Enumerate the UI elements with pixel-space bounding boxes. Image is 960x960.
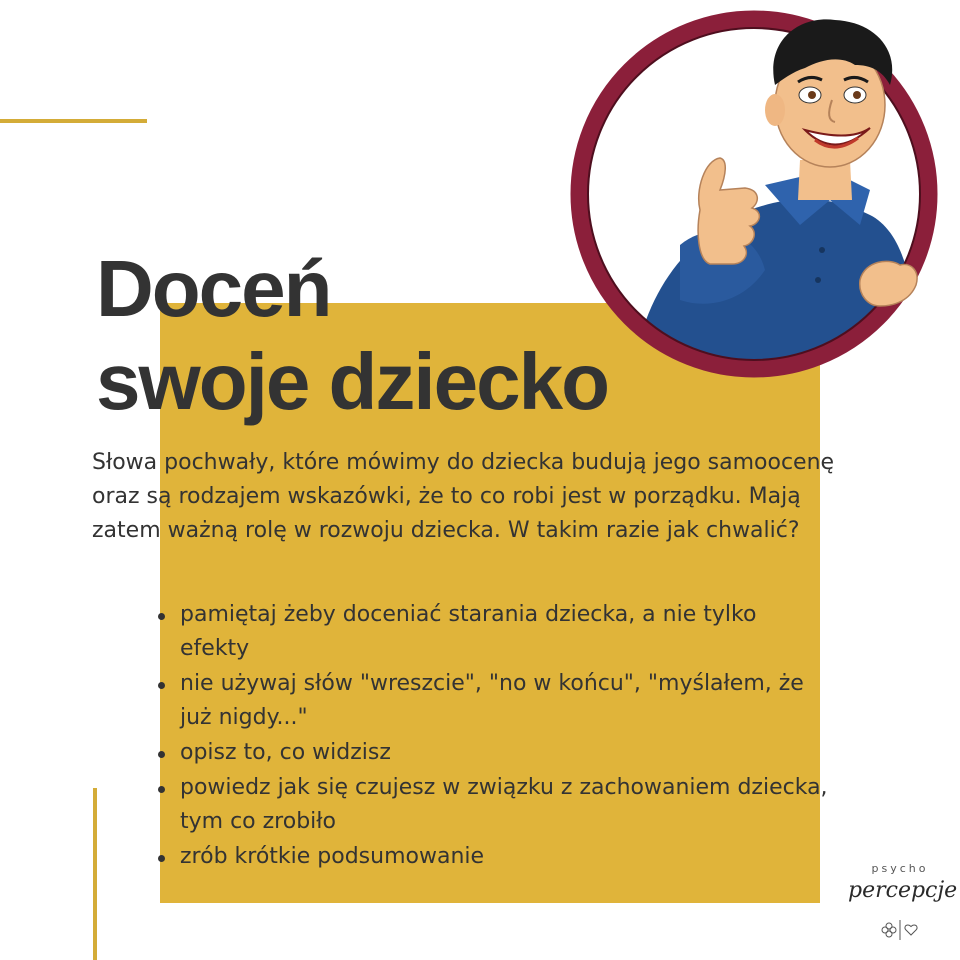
tip-text: powiedz jak się czujesz w związku z zachowaniem dziecka, tym co zrobiło <box>180 775 828 834</box>
bullet-icon <box>158 751 165 758</box>
top-accent-line <box>0 119 147 123</box>
grip-hand <box>860 261 917 306</box>
list-item <box>158 840 828 874</box>
intro-paragraph: Słowa pochwały, które mówimy do dziecka budują jego samoocenę oraz są rodzajem wskazówki, że to co robi jest w porządku. Mają zatem ważną rolę w rozwoju dziecka. W takim razie jak chwalić? <box>92 450 835 543</box>
bullet-icon <box>158 786 165 793</box>
tips-list <box>158 598 828 875</box>
list-item <box>158 771 828 839</box>
list-item <box>158 598 828 666</box>
logo-icons <box>878 918 922 942</box>
logo-small-text: psycho <box>871 862 929 875</box>
tip-text: nie używaj słów "wreszcie", "no w końcu", "myślałem, że już nigdy..." <box>180 671 804 730</box>
bullet-icon <box>158 855 165 862</box>
title-line-1: Doceń <box>96 244 331 333</box>
bullet-icon <box>158 682 165 689</box>
list-item <box>158 736 828 770</box>
logo-main-text: percepcje <box>848 878 958 903</box>
bottom-accent-line <box>93 788 97 960</box>
heart-icon <box>905 925 917 935</box>
tip-text: zrób krótkie podsumowanie <box>180 844 485 869</box>
list-item <box>158 667 828 735</box>
tip-text: opisz to, co widzisz <box>180 740 391 765</box>
bullet-icon <box>158 613 165 620</box>
title-line-2: swoje dziecko <box>96 337 608 426</box>
page-title <box>96 242 608 428</box>
flower-icon <box>882 923 896 937</box>
thumbs-up-cartoon-icon <box>560 10 955 380</box>
brand-logo <box>848 858 958 948</box>
tip-text: pamiętaj żeby doceniać starania dziecka, a nie tylko efekty <box>180 602 757 661</box>
